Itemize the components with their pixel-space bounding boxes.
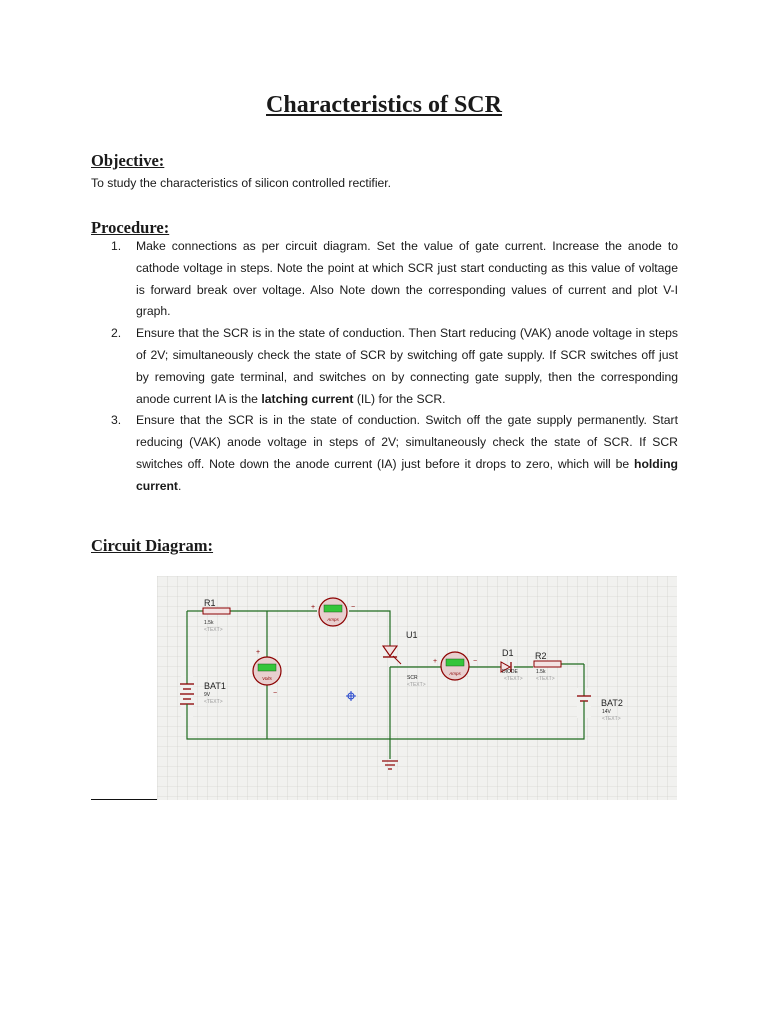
d1-text: <TEXT> bbox=[504, 676, 523, 682]
bat2-value: 14V bbox=[602, 709, 611, 715]
voltmeter-minus-sign: − bbox=[273, 690, 278, 697]
step-text: Make connections as per circuit diagram. Set the value of gate current. Increase the anode to cathode voltage in steps. Note the point at which SCR just start conducting as this value of voltage is forward break over voltage. Also Note down the corresponding values of current and plot V-I graph. bbox=[136, 239, 678, 319]
grid-lines bbox=[157, 576, 677, 800]
r1-label: R1 bbox=[204, 598, 216, 608]
step-text: Ensure that the SCR is in the state of conduction. Switch off the gate supply permanently. Start reducing (VAK) anode voltage in steps of 2V; simultaneously check the state of SCR. If SCR switches off. Note down the anode current (IA) just before it drops to zero, which will be bbox=[136, 413, 678, 471]
ammeter-1-plus-sign: + bbox=[311, 604, 316, 611]
step-text-end: (IL) for the SCR. bbox=[353, 391, 446, 406]
step-text-end: . bbox=[178, 478, 182, 493]
u1-label: U1 bbox=[406, 630, 418, 640]
d1-part: DIODE bbox=[502, 669, 518, 675]
r2-label: R2 bbox=[535, 651, 547, 661]
procedure-heading: Procedure: bbox=[91, 218, 170, 237]
ammeter-2-plus-sign: + bbox=[433, 658, 438, 665]
r1-value: 1.5k bbox=[204, 620, 214, 626]
bat2-label: BAT2 bbox=[601, 698, 623, 708]
step-text: Ensure that the SCR is in the state of conduction. Then Start reducing (VAK) anode voltage in steps of 2V; simultaneously check the state of SCR by switching off gate supply. If SCR switches off just by removing gate terminal, and switches on by connecting gate supply, then the corresponding anode current IA is the bbox=[136, 326, 678, 406]
procedure-list bbox=[92, 236, 678, 498]
signature-line bbox=[91, 799, 157, 800]
r2-value: 1.5k bbox=[536, 669, 546, 675]
bat1-label: BAT1 bbox=[204, 681, 226, 691]
voltmeter-plus-sign: + bbox=[256, 649, 261, 656]
voltmeter-unit: Volts bbox=[262, 676, 272, 681]
bat1-text: <TEXT> bbox=[204, 699, 223, 705]
objective-heading: Objective: bbox=[91, 151, 165, 170]
bat1-value: 9V bbox=[204, 692, 211, 698]
u1-text: <TEXT> bbox=[407, 682, 426, 688]
r2-text: <TEXT> bbox=[536, 676, 555, 682]
d1-label: D1 bbox=[502, 648, 514, 658]
step-number: 2. bbox=[111, 326, 122, 341]
ammeter-1-minus-sign: − bbox=[351, 604, 356, 611]
procedure-step bbox=[92, 410, 678, 497]
u1-part: SCR bbox=[407, 675, 418, 681]
circuit-diagram bbox=[157, 576, 677, 800]
circuit-heading: Circuit Diagram: bbox=[91, 536, 214, 555]
ammeter-2-minus-sign: − bbox=[473, 658, 478, 665]
step-number: 1. bbox=[111, 239, 122, 253]
bat2-text: <TEXT> bbox=[602, 716, 621, 722]
holding-current-term: holding current bbox=[136, 456, 678, 493]
ammeter-1-unit: Amps bbox=[327, 617, 339, 622]
procedure-step bbox=[92, 236, 678, 323]
page-title: Characteristics of SCR bbox=[266, 92, 502, 118]
r1-text: <TEXT> bbox=[204, 627, 223, 633]
procedure-step bbox=[92, 323, 678, 410]
ammeter-2-unit: Amps bbox=[449, 671, 461, 676]
latching-current-term: latching current bbox=[261, 391, 354, 406]
objective-text: To study the characteristics of silicon controlled rectifier. bbox=[91, 176, 392, 190]
step-number: 3. bbox=[111, 413, 122, 428]
